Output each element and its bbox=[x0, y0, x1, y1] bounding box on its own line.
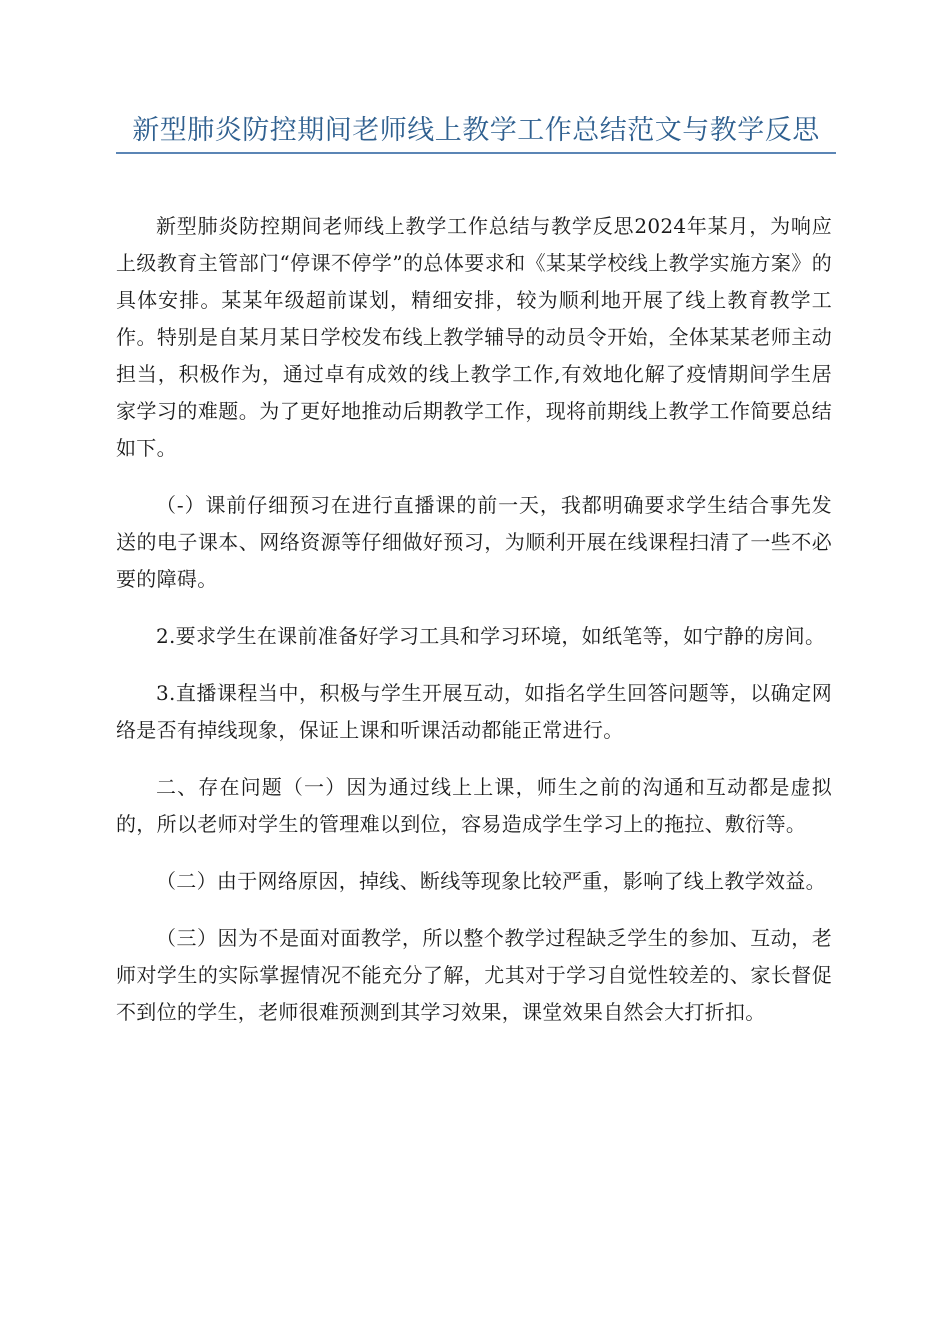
paragraph-problems-1: 二、存在问题（一）因为通过线上上课，师生之前的沟通和互动都是虚拟的，所以老师对学生的管理难以到位，容易造成学生学习上的拖拉、敷衍等。 bbox=[116, 775, 832, 836]
paragraph-item-2: 2.要求学生在课前准备好学习工具和学习环境，如纸笔等，如宁静的房间。 bbox=[156, 624, 826, 648]
paragraph-intro: 新型肺炎防控期间老师线上教学工作总结与教学反思2024年某月，为响应上级教育主管部门“停课不停学”的总体要求和《某某学校线上教学实施方案》的具体安排。某某年级超前谋划，精细安排，较为顺利地开展了线上教育教学工作。特别是自某月某日学校发布线上教学辅导的动员令开始，全体某某老师主动担当，积极作为，通过卓有成效的线上教学工作,有效地化解了疫情期间学生居家学习的难题。为了更好地推动后期教学工作，现将前期线上教学工作简要总结如下。 bbox=[116, 214, 832, 460]
document-body bbox=[116, 208, 832, 1051]
title-underline bbox=[116, 152, 836, 154]
paragraph-item-3: 3.直播课程当中，积极与学生开展互动，如指名学生回答问题等，以确定网络是否有掉线现象，保证上课和听课活动都能正常进行。 bbox=[116, 681, 832, 742]
paragraph-problems-3: （三）因为不是面对面教学，所以整个教学过程缺乏学生的参加、互动，老师对学生的实际掌握情况不能充分了解，尤其对于学习自觉性较差的、家长督促不到位的学生，老师很难预测到其学习效果，课堂效果自然会大打折扣。 bbox=[116, 926, 832, 1024]
document-title: 新型肺炎防控期间老师线上教学工作总结范文与教学反思 bbox=[132, 115, 820, 146]
title-block bbox=[116, 114, 836, 154]
paragraph-problems-2: （二）由于网络原因，掉线、断线等现象比较严重，影响了线上教学效益。 bbox=[156, 869, 826, 893]
paragraph-preview: （-）课前仔细预习在进行直播课的前一天，我都明确要求学生结合事先发送的电子课本、网络资源等仔细做好预习，为顺利开展在线课程扫清了一些不必要的障碍。 bbox=[116, 493, 832, 591]
